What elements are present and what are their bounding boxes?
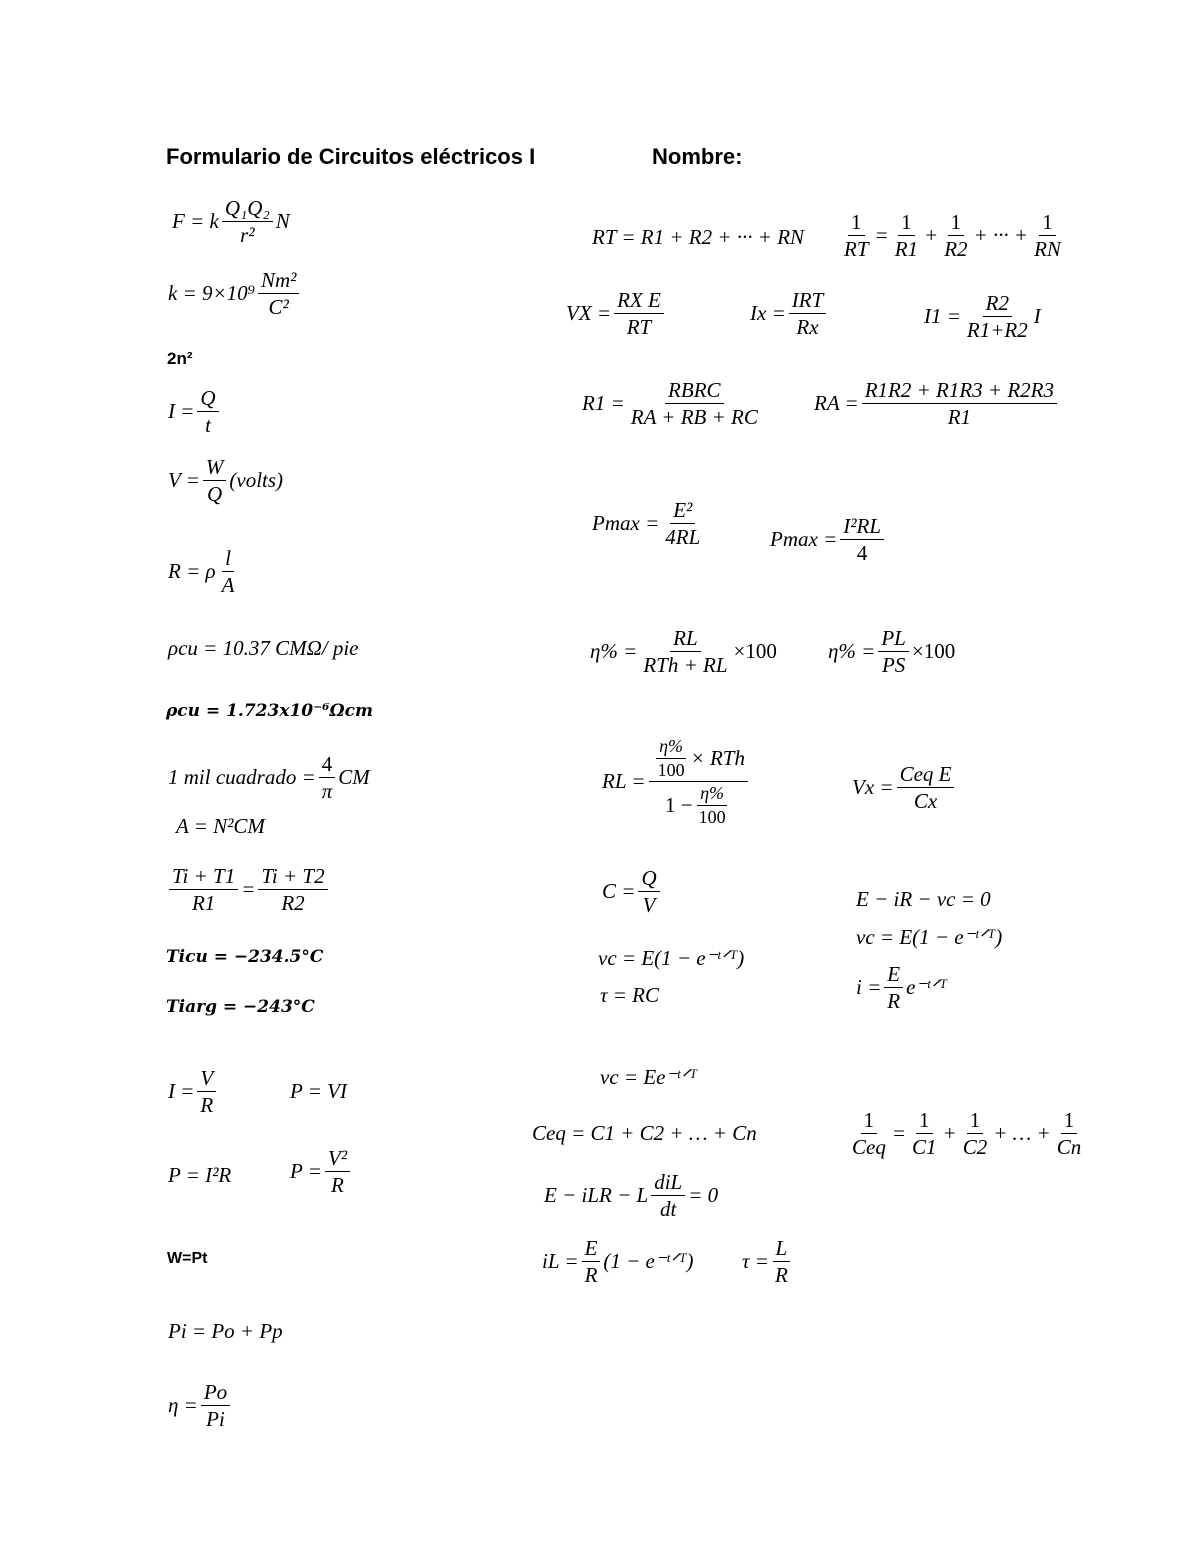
rho-cu-ohmcm-formula: ρcu = 1.723x10⁻⁶Ωcm: [166, 701, 374, 721]
energy-formula: W=Pt: [167, 1250, 208, 1267]
capacitance-formula: C = $\frac{Q}{V}$: [602, 866, 663, 917]
capacitor-divider-formula: Vx = $\frac{\text{Ceq E}}{Cx}$: [852, 762, 957, 813]
parallel-resistance-formula: $\frac{1}{RT}$ = $\frac{1}{R1}$ + $\frac{1}{R2}$ + ··· + $\frac{1}{RN}$: [844, 210, 1061, 262]
wye-delta-formula: RA = $\frac{R1R2 + R1R3 + R2R3}{R1}$: [814, 378, 1060, 429]
power-vi-formula: P = VI: [290, 1079, 347, 1103]
voltage-definition-formula: V = $\frac{W}{Q}$ (volts): [168, 455, 284, 507]
efficiency-ps-formula: η% = $\frac{PL}{PS}$ ×100: [828, 626, 956, 678]
vc-charge-right-formula: vc = E(1 − e⁻ᵗᐟᵀ): [856, 925, 1003, 949]
tau-rl-formula: τ = $\frac{L}{R}$: [742, 1236, 794, 1287]
shell-electrons-formula: 2n²: [167, 349, 193, 368]
area-cm-formula: A = N²CM: [176, 814, 265, 838]
ti-cu-formula: Ticu = −234.5°C: [166, 947, 324, 967]
nombre-label: Nombre:: [652, 144, 743, 169]
series-resistance-formula: RT = R1 + R2 + ··· + RN: [592, 225, 805, 249]
efficiency-rl-formula: η% = $\frac{RL}{\text{RTh + RL}}$ ×100: [590, 626, 777, 678]
power-balance-formula: Pi = Po + Pp: [168, 1319, 283, 1343]
coulomb-law-formula: F = k $\frac{\text{Q₁Q₂}}{\text{r²}}$ N: [172, 196, 290, 248]
rho-cu-cm-formula: ρcu = 10.37 CMΩ/ pie: [168, 636, 359, 660]
current-divider-x-formula: Ix = $\frac{\text{IRT}}{Rx}$: [750, 288, 829, 339]
resistance-definition-formula: R = ρ $\frac{l}{A}$: [168, 546, 235, 598]
ti-arg-formula: Tiarg = −243°C: [166, 997, 315, 1017]
coulomb-constant-formula: k = 9×10⁹ $\frac{\text{Nm²}}{\text{C²}}$: [168, 268, 302, 319]
il-charge-formula: iL = $\frac{E}{R}$ (1 − e⁻ᵗᐟᵀ): [542, 1236, 694, 1288]
current-divider-two-formula: I1 = $\frac{R2}{R1+R2}$ I: [924, 291, 1041, 343]
delta-wye-formula: R1 = $\frac{\text{RBRC}}{RA + RB + RC}$: [582, 378, 758, 430]
efficiency-formula: η = $\frac{Po}{Pi}$: [168, 1380, 233, 1431]
vc-charge-formula: vc = E(1 − e⁻ᵗᐟᵀ): [598, 946, 745, 970]
voltage-divider-formula: VX = $\frac{\text{RX E}}{RT}$: [566, 288, 667, 339]
temperature-ratio-formula: $\frac{Ti + T1}{R1}$ = $\frac{Ti + T2}{R2}$: [166, 864, 331, 915]
rc-kvl-formula: E − iR − vc = 0: [856, 887, 991, 911]
rl-formula: RL = $\frac{\eta\%}{100}$ × RTh 1 − $\frac{\eta\%}{100}$: [602, 736, 751, 828]
i-charge-formula: i = $\frac{E}{R}$ e⁻ᵗᐟᵀ: [856, 962, 948, 1014]
power-i2r-formula: P = I²R: [168, 1163, 232, 1187]
pmax-e-formula: Pmax = $\frac{\text{E²}}{4RL}$: [592, 498, 701, 550]
capacitors-series-formula: $\frac{1}{\text{Ceq}}$ = $\frac{1}{C1}$ + $\frac{1}{C2}$ + … + $\frac{1}{Cn}$: [852, 1108, 1082, 1160]
vc-discharge-formula: vc = Ee⁻ᵗᐟᵀ: [600, 1065, 698, 1089]
rl-kvl-formula: E − iLR − L $\frac{\text{diL}}{dt}$ = 0: [544, 1170, 719, 1222]
tau-rc-formula: τ = RC: [600, 983, 660, 1007]
capacitors-parallel-formula: Ceq = C1 + C2 + … + Cn: [532, 1121, 757, 1145]
current-definition-formula: I = $\frac{Q}{t}$: [168, 386, 222, 437]
mil-cuadrado-formula: 1 mil cuadrado = $\frac{4}{\pi}$ CM: [168, 752, 370, 804]
page-title: Formulario de Circuitos eléctricos I: [166, 144, 536, 169]
pmax-i-formula: Pmax = $\frac{\text{I²RL}}{4}$: [770, 514, 887, 565]
ohm-law-formula: I = $\frac{V}{R}$: [168, 1066, 219, 1117]
power-v2r-formula: P = $\frac{\text{V²}}{R}$: [290, 1146, 353, 1197]
